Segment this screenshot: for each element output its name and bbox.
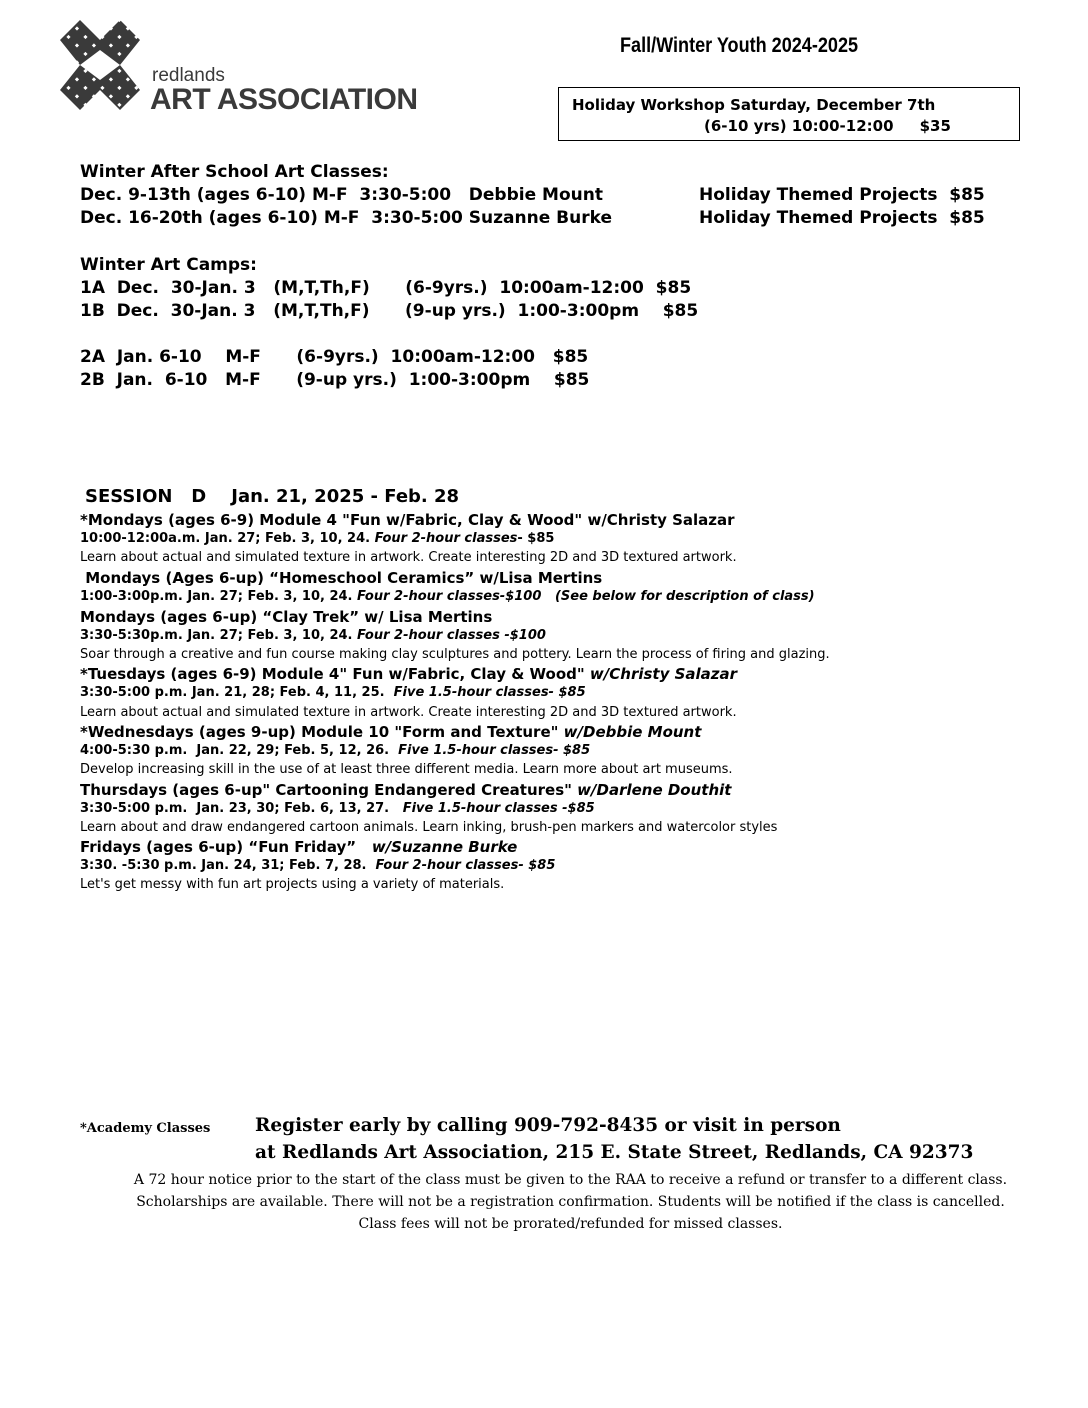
session-heading: SESSION D Jan. 21, 2025 - Feb. 28 <box>85 486 460 507</box>
class-title-text: *Wednesdays (ages 9-up) Module 10 "Form and Texture" <box>80 723 564 741</box>
page-title: Fall/Winter Youth 2024-2025 <box>620 34 859 57</box>
class-dates: 1:00-3:00p.m. Jan. 27; Feb. 3, 10, 24. <box>80 589 358 604</box>
class-count: Four 2-hour classes <box>374 531 518 546</box>
class-schedule <box>80 801 595 816</box>
register-line-1: Register early by calling 909-792-8435 or visit in person <box>255 1115 841 1136</box>
class-count: Four 2-hour classes- $85 <box>375 858 556 873</box>
class-title-text: *Tuesdays (ages 6-9) Module 4" Fun w/Fabric, Clay & Wood" <box>80 665 590 683</box>
class-description: Develop increasing skill in the use of at least three different media. Learn more about art museums. <box>80 762 733 777</box>
class-dates: 4:00-5:30 p.m. Jan. 22, 29; Feb. 5, 12, 26. <box>80 743 399 758</box>
camp-row-1a: 1A Dec. 30-Jan. 3 (M,T,Th,F) (6-9yrs.) 10:00am-12:00 $85 <box>80 278 692 298</box>
class-description: Learn about actual and simulated texture in artwork. Create interesting 2D and 3D textured artwork. <box>80 550 737 565</box>
academy-note: *Academy Classes <box>80 1121 211 1136</box>
class-instructor: w/Darlene Douthit <box>577 781 732 799</box>
class-dates: 3:30-5:00 p.m. Jan. 21, 28; Feb. 4, 11, 25. <box>80 685 394 700</box>
class-dates: 3:30. -5:30 p.m. Jan. 24, 31; Feb. 7, 28. <box>80 858 376 873</box>
class-title <box>80 723 701 741</box>
holiday-workshop-line2: (6-10 yrs) 10:00-12:00 $35 <box>704 117 951 135</box>
class-description: Learn about and draw endangered cartoon animals. Learn inking, brush-pen markers and watercolor styles <box>80 820 778 835</box>
class-description: Learn about actual and simulated texture in artwork. Create interesting 2D and 3D textured artwork. <box>80 705 737 720</box>
class-count: Five 1.5-hour classes- $85 <box>393 685 586 700</box>
class-title <box>80 569 602 587</box>
refund-notice: A 72 hour notice prior to the start of the class must be given to the RAA to receive a refund or transfer to a different class. Scholarships are available. There will not be a registration confirmation. Students will be notified if the class is cancelled. Class fees will not be prorated/refunded for missed classes. <box>133 1172 1008 1232</box>
class-schedule <box>80 743 590 758</box>
camp-row-1b: 1B Dec. 30-Jan. 3 (M,T,Th,F) (9-up yrs.) 1:00-3:00pm $85 <box>80 301 699 321</box>
class-title <box>80 665 737 683</box>
logo-text-big: ART ASSOCIATION <box>150 83 418 116</box>
class-dates: 10:00-12:00a.m. Jan. 27; Feb. 3, 10, 24. <box>80 531 375 546</box>
class-schedule <box>80 858 555 873</box>
class-dates: 3:30-5:30p.m. Jan. 27; Feb. 3, 10, 24. <box>80 628 358 643</box>
class-description: Let's get messy with fun art projects using a variety of materials. <box>80 877 505 892</box>
class-schedule <box>80 628 546 643</box>
class-title-text: Fridays (ages 6-up) “Fun Friday” <box>80 838 372 856</box>
after-school-row-1-project: Holiday Themed Projects $85 <box>699 185 985 205</box>
class-instructor: w/Debbie Mount <box>563 723 702 741</box>
class-title <box>80 608 492 626</box>
class-count: Five 1.5-hour classes- $85 <box>398 743 591 758</box>
holiday-workshop-box <box>558 87 1020 141</box>
class-dates: 3:30-5:00 p.m. Jan. 23, 30; Feb. 6, 13, 27. <box>80 801 403 816</box>
class-title-text: Mondays (ages 6-up) “Clay Trek” w/ Lisa Mertins <box>80 608 493 626</box>
camp-row-2b: 2B Jan. 6-10 M-F (9-up yrs.) 1:00-3:00pm $85 <box>80 370 590 390</box>
class-price: - $85 <box>517 531 555 546</box>
class-schedule <box>80 531 554 546</box>
logo-icon <box>60 20 140 110</box>
class-title <box>80 781 731 799</box>
class-schedule <box>80 589 815 604</box>
class-count: Four 2-hour classes -$100 <box>357 628 546 643</box>
class-title-text: Mondays (Ages 6-up) “Homeschool Ceramics” w/Lisa Mertins <box>80 569 603 587</box>
class-schedule <box>80 685 586 700</box>
after-school-heading: Winter After School Art Classes: <box>80 162 389 182</box>
after-school-row-1: Dec. 9-13th (ages 6-10) M-F 3:30-5:00 Debbie Mount <box>80 185 603 205</box>
register-line-2: at Redlands Art Association, 215 E. State Street, Redlands, CA 92373 <box>255 1142 974 1163</box>
holiday-workshop-line1: Holiday Workshop Saturday, December 7th <box>572 96 936 114</box>
class-description: Soar through a creative and fun course making clay sculptures and pottery. Learn the process of firing and glazing. <box>80 647 830 662</box>
camps-heading: Winter Art Camps: <box>80 255 257 275</box>
after-school-row-2: Dec. 16-20th (ages 6-10) M-F 3:30-5:00 Suzanne Burke <box>80 208 612 228</box>
class-instructor: w/Christy Salazar <box>589 665 738 683</box>
after-school-row-2-project: Holiday Themed Projects $85 <box>699 208 985 228</box>
class-title <box>80 838 517 856</box>
class-title <box>80 511 735 529</box>
class-title-text: *Mondays (ages 6-9) Module 4 "Fun w/Fabric, Clay & Wood" w/Christy Salazar <box>80 511 735 529</box>
logo-text-small: redlands <box>152 65 225 86</box>
class-count: Five 1.5-hour classes -$85 <box>402 801 595 816</box>
class-count: Four 2-hour classes-$100 (See below for description of class) <box>357 589 815 604</box>
class-title-text: Thursdays (ages 6-up" Cartooning Endangered Creatures" <box>80 781 578 799</box>
camp-row-2a: 2A Jan. 6-10 M-F (6-9yrs.) 10:00am-12:00 $85 <box>80 347 589 367</box>
class-instructor: w/Suzanne Burke <box>371 838 518 856</box>
